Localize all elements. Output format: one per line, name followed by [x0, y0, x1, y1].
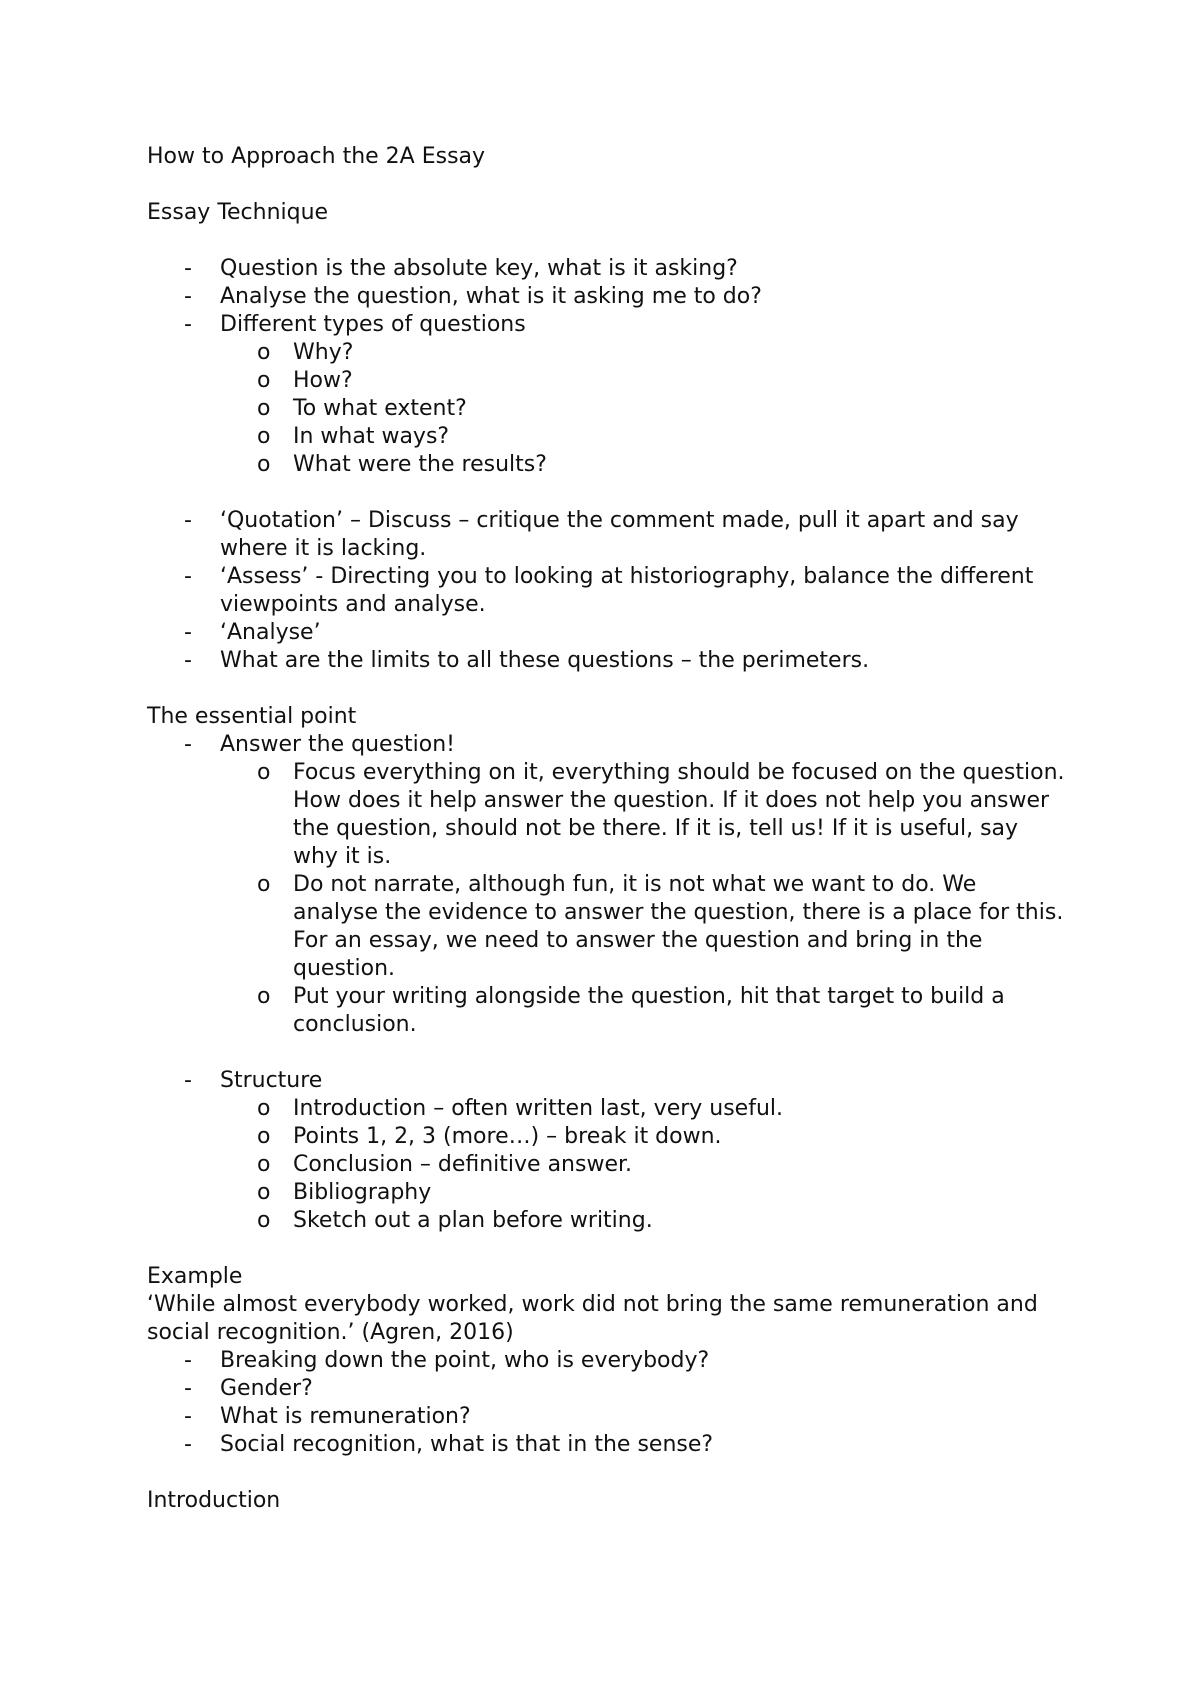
list-item: - Answer the question! o Focus everything on it, everything should be focused on the question. How does it help answer the question. If it does not help you answer the question, should not be there. If it is, tell us! If it is useful, say why it is. o Do not narrate, although fun, it is not what we want to do. We analyse the evidence to answer the question, there is a place for this. For an essay, we need to answer the question and bring in the question. o Put your writing alongside the question, hit that target to build a conclusion.	[147, 731, 1067, 1039]
dash-bullet: -	[184, 284, 192, 309]
sub-list-item: o To what extent?	[257, 396, 467, 421]
document-title: How to Approach the 2A Essay	[147, 144, 486, 169]
sub-list-item: o Bibliography	[257, 1180, 432, 1205]
sub-list-item: o In what ways?	[257, 424, 450, 449]
list-item: - Different types of questions o Why? o How? o To what extent? o In what ways? o What were the results?	[147, 311, 1067, 479]
circle-bullet: o	[257, 984, 271, 1009]
section-heading-example: Example	[147, 1264, 243, 1289]
essential-list	[147, 731, 1067, 1039]
dash-bullet: -	[184, 1404, 192, 1429]
circle-bullet: o	[257, 452, 271, 477]
list-item: - Social recognition, what is that in the sense?	[184, 1432, 714, 1457]
dash-bullet: -	[184, 1376, 192, 1401]
dash-bullet: -	[184, 620, 192, 645]
circle-bullet: o	[257, 1152, 271, 1177]
sub-list-item: o Points 1, 2, 3 (more…) – break it down.	[257, 1124, 722, 1149]
dash-bullet: -	[184, 508, 192, 533]
sub-list-item: o Why?	[257, 340, 354, 365]
dash-bullet: -	[184, 1432, 192, 1457]
sub-list-item: o What were the results?	[257, 452, 547, 477]
sub-list-item: o Conclusion – definitive answer.	[257, 1152, 633, 1177]
section-heading-introduction: Introduction	[147, 1488, 281, 1513]
section-heading-essay-technique: Essay Technique	[147, 200, 329, 225]
list-item: - Breaking down the point, who is everybody?	[184, 1348, 710, 1373]
sub-list-item: o Introduction – often written last, very useful.	[257, 1096, 784, 1121]
list-item: - Structure o Introduction – often written last, very useful. o Points 1, 2, 3 (more…) – break it down. o Conclusion – definitive answer. o Bibliography o Sketch out a plan before writing.	[147, 1067, 1067, 1235]
document-body	[147, 143, 1067, 1515]
technique-list-continued	[147, 507, 1067, 675]
sub-list-item: o Focus everything on it, everything should be focused on the question. How does it help answer the question. If it does not help you answer the question, should not be there. If it is, tell us! If it is useful, say why it is.	[257, 760, 1065, 869]
section-heading-essential-point: The essential point	[147, 704, 357, 729]
circle-bullet: o	[257, 396, 271, 421]
circle-bullet: o	[257, 1180, 271, 1205]
structure-sub-list	[220, 1095, 1067, 1235]
circle-bullet: o	[257, 1208, 271, 1233]
circle-bullet: o	[257, 1124, 271, 1149]
dash-bullet: -	[184, 1068, 192, 1093]
spacer	[147, 479, 1067, 507]
circle-bullet: o	[257, 872, 271, 897]
dash-bullet: -	[184, 564, 192, 589]
list-item: - Question is the absolute key, what is it asking?	[184, 256, 738, 281]
dash-bullet: -	[184, 648, 192, 673]
structure-list	[147, 1067, 1067, 1235]
spacer	[147, 227, 1067, 255]
list-item: - Analyse the question, what is it asking me to do?	[184, 284, 762, 309]
spacer	[147, 171, 1067, 199]
sub-list-item: o Put your writing alongside the question, hit that target to build a conclusion.	[257, 984, 1005, 1037]
spacer	[147, 1039, 1067, 1067]
list-item: - ‘Assess’ - Directing you to looking at historiography, balance the different viewpoints and analyse.	[184, 564, 1034, 617]
circle-bullet: o	[257, 1096, 271, 1121]
technique-list	[147, 255, 1067, 479]
list-item: - ‘Quotation’ – Discuss – critique the comment made, pull it apart and say where it is lacking.	[184, 508, 1019, 561]
spacer	[147, 675, 1067, 703]
list-item: - What is remuneration?	[184, 1404, 471, 1429]
essential-sub-list	[220, 759, 1067, 1039]
list-item: - Gender?	[184, 1376, 313, 1401]
dash-bullet: -	[184, 1348, 192, 1373]
circle-bullet: o	[257, 760, 271, 785]
example-quote: ‘While almost everybody worked, work did not bring the same remuneration and social recognition.’ (Agren, 2016)	[147, 1292, 1038, 1345]
list-item: - What are the limits to all these questions – the perimeters.	[184, 648, 870, 673]
sub-list-item: o How?	[257, 368, 353, 393]
sub-list-item: o Sketch out a plan before writing.	[257, 1208, 653, 1233]
question-types-list	[220, 339, 1067, 479]
spacer	[147, 1459, 1067, 1487]
circle-bullet: o	[257, 340, 271, 365]
sub-list-item: o Do not narrate, although fun, it is not what we want to do. We analyse the evidence to answer the question, there is a place for this. For an essay, we need to answer the question and bring in the question.	[257, 872, 1064, 981]
circle-bullet: o	[257, 368, 271, 393]
spacer	[147, 1235, 1067, 1263]
list-item: - ‘Analyse’	[184, 620, 321, 645]
example-list	[147, 1347, 1067, 1459]
dash-bullet: -	[184, 732, 192, 757]
dash-bullet: -	[184, 256, 192, 281]
circle-bullet: o	[257, 424, 271, 449]
dash-bullet: -	[184, 312, 192, 337]
